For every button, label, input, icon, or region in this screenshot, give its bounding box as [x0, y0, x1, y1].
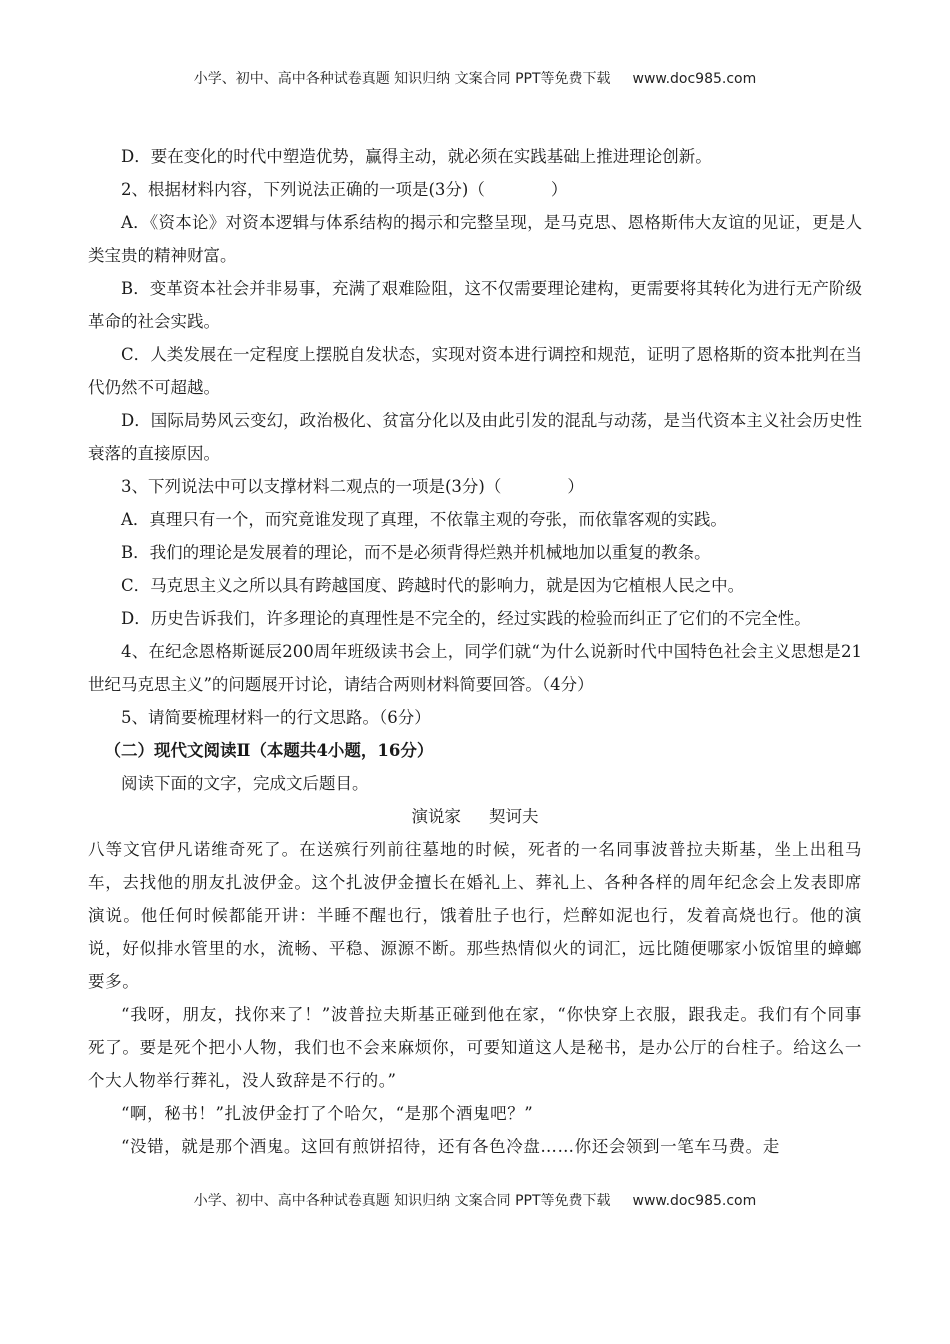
section-instruction: 阅读下面的文字，完成文后题目。	[121, 774, 369, 793]
header-text: 小学、初中、高中各种试卷真题 知识归纳 文案合同 PPT等免费下载	[193, 71, 611, 87]
story-title: 演说家	[411, 807, 461, 826]
section-title: （二）现代文阅读Ⅱ（本题共4小题，16分）	[104, 741, 434, 760]
story-paragraph: “没错，就是那个酒鬼。这回有煎饼招待，还有各色冷盘……你还会领到一笔车马费。走	[121, 1137, 780, 1156]
story-paragraph: 八等文官伊凡诺维奇死了。在送殡行列前往墓地的时候，死者的一名同事波普拉夫斯基，坐上出租马车，去找他的朋友扎波伊金。这个扎波伊金擅长在婚礼上、葬礼上、各种各样的周年纪念会上发表即席演说。他任何时候都能开讲：半睡不醒也行，饿着肚子也行，烂醉如泥也行，发着高烧也行。他的演说，好似排水管里的水，流畅、平稳、源源不断。那些热情似火的词汇，远比随便哪家小饭馆里的蟑螂要多。	[88, 840, 862, 991]
question-2-option-a: A．《资本论》对资本逻辑与体系结构的揭示和完整呈现，是马克思、恩格斯伟大友谊的见证，更是人类宝贵的精神财富。	[88, 213, 862, 265]
page-header	[0, 68, 950, 88]
question-2-option-d: D．国际局势风云变幻，政治极化、贫富分化以及由此引发的混乱与动荡，是当代资本主义社会历史性衰落的直接原因。	[88, 411, 862, 463]
question-4: 4、在纪念恩格斯诞辰200周年班级读书会上，同学们就“为什么说新时代中国特色社会主义思想是21世纪马克思主义”的问题展开讨论，请结合两则材料简要回答。（4分）	[88, 642, 862, 694]
question-3-option-b: B．我们的理论是发展着的理论，而不是必须背得烂熟并机械地加以重复的教条。	[121, 543, 711, 562]
question-2-option-b: B．变革资本社会并非易事，充满了艰难险阻，这不仅需要理论建构，更需要将其转化为进行无产阶级革命的社会实践。	[88, 279, 862, 331]
footer-url[interactable]: www.doc985.com	[632, 1193, 757, 1209]
story-paragraph: “啊，秘书！”扎波伊金打了个哈欠，“是那个酒鬼吧？”	[121, 1104, 534, 1123]
question-3: 3、下列说法中可以支撑材料二观点的一项是(3分)（ ）	[121, 477, 584, 496]
document-body	[88, 140, 862, 1163]
header-url[interactable]: www.doc985.com	[632, 71, 757, 87]
story-heading	[88, 800, 862, 833]
story-author: 契诃夫	[489, 807, 539, 826]
question-3-option-d: D．历史告诉我们，许多理论的真理性是不完全的，经过实践的检验而纠正了它们的不完全性。	[121, 609, 811, 628]
story-paragraph: “我呀，朋友，找你来了！”波普拉夫斯基正碰到他在家，“你快穿上衣服，跟我走。我们有个同事死了。要是死个把小人物，我们也不会来麻烦你，可要知道这人是秘书，是办公厅的台柱子。给这么一个大人物举行葬礼，没人致辞是不行的。”	[88, 1005, 862, 1090]
question-2: 2、根据材料内容，下列说法正确的一项是(3分)（ ）	[121, 180, 568, 199]
page-footer	[0, 1190, 950, 1210]
question-3-option-a: A．真理只有一个，而究竟谁发现了真理，不依靠主观的夸张，而依靠客观的实践。	[121, 510, 727, 529]
story-text	[88, 833, 862, 1163]
option-d-q1: D．要在变化的时代中塑造优势，赢得主动，就必须在实践基础上推进理论创新。	[121, 147, 712, 166]
footer-text: 小学、初中、高中各种试卷真题 知识归纳 文案合同 PPT等免费下载	[193, 1193, 611, 1209]
question-2-option-c: C．人类发展在一定程度上摆脱自发状态，实现对资本进行调控和规范，证明了恩格斯的资本批判在当代仍然不可超越。	[88, 345, 862, 397]
question-5: 5、请简要梳理材料一的行文思路。（6分）	[121, 708, 431, 727]
question-3-option-c: C．马克思主义之所以具有跨越国度、跨越时代的影响力，就是因为它植根人民之中。	[121, 576, 745, 595]
